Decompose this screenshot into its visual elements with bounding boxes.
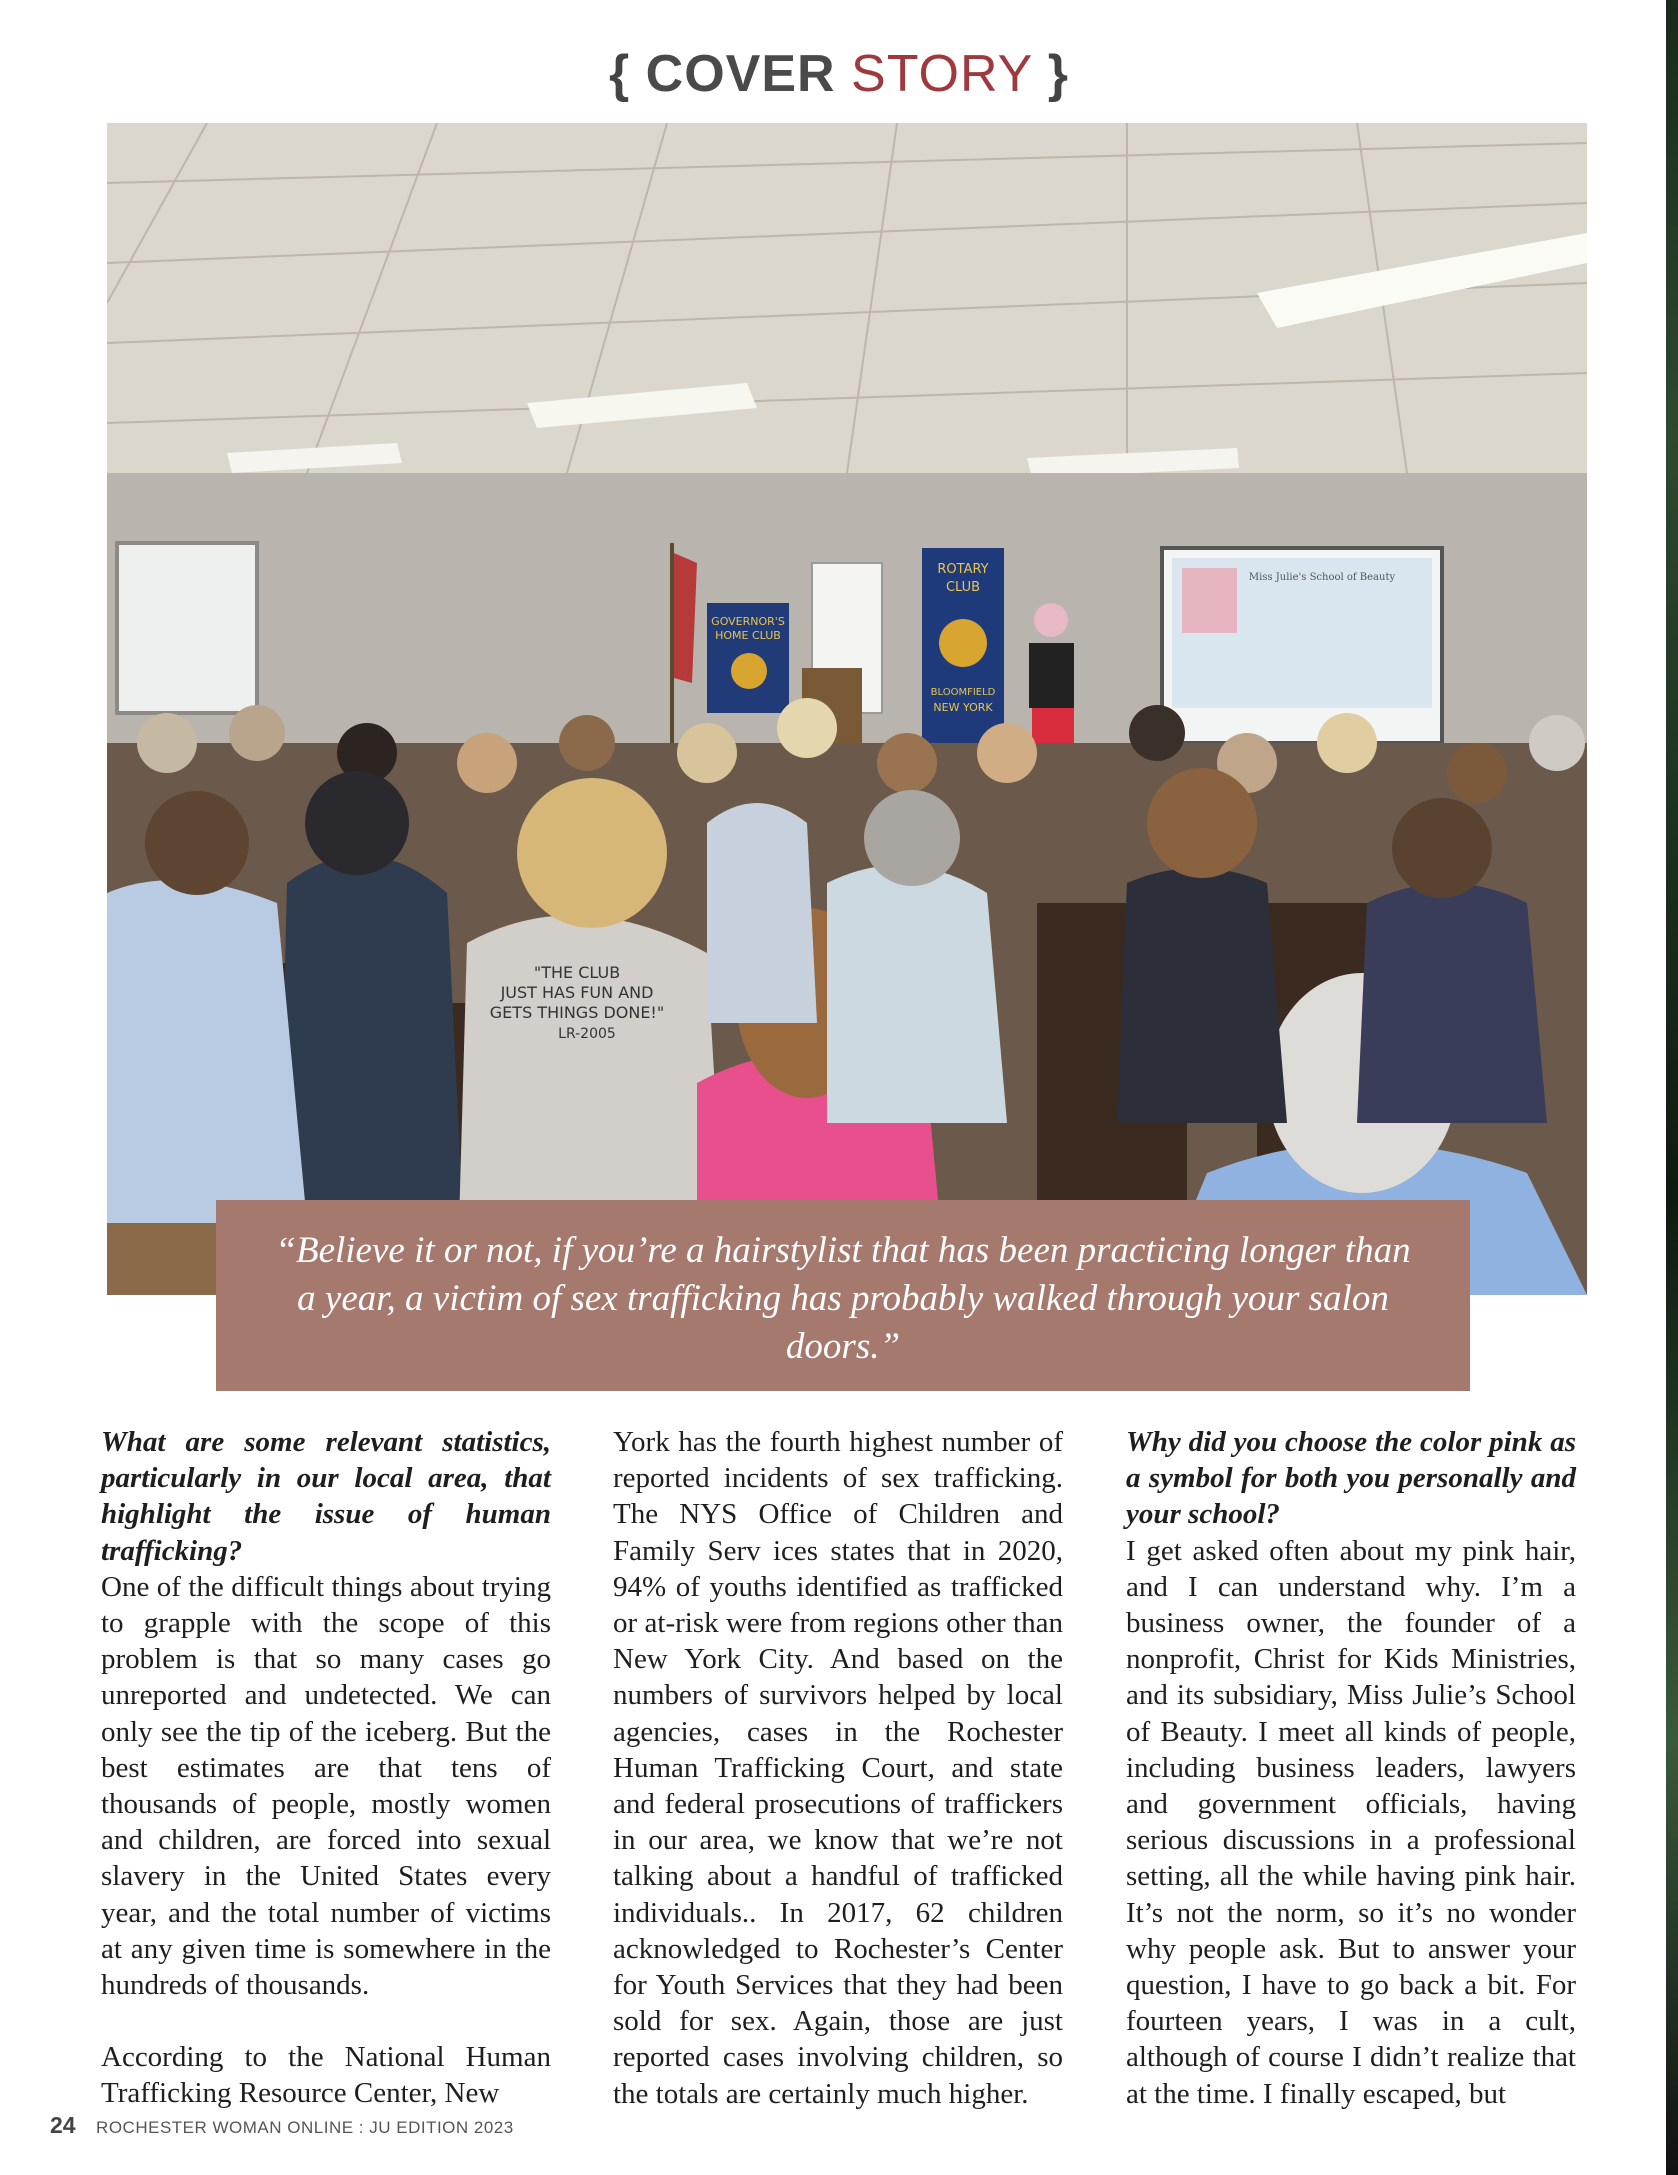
- banner-governors-line2: HOME CLUB: [715, 629, 781, 642]
- close-brace: }: [1047, 45, 1070, 103]
- shirt-line4: LR-2005: [558, 1026, 616, 1042]
- event-photo-illustration: [107, 123, 1587, 1295]
- banner-rotary-line3: BLOOMFIELD: [930, 687, 996, 698]
- page-edge-strip: [1666, 0, 1678, 2175]
- shirt-line1: "THE CLUB: [533, 963, 621, 982]
- answer-paragraph: I get asked often about my pink hair, and I can understand why. I’m a business owner, the founder of a nonprofit, Christ for Kids Ministries, and its subsidiary, Miss Julie’s School of Beauty. I meet all kinds of people, including business leaders, lawyers and government officials, having serious discussions in a professional setting, all the while having pink hair. It’s not the norm, so it’s no wonder why people ask. But to answer your question, I have to go back a bit. For fourteen years, I was in a cult, although of course I didn’t realize that at the time. I finally escaped, but: [1126, 1534, 1576, 2110]
- page-footer: [50, 2112, 514, 2139]
- banner-rotary-line4: NEW YORK: [933, 701, 993, 714]
- question-statistics: What are some relevant statistics, particularly in our local area, that highlight the issue of human trafficking?: [101, 1426, 551, 1567]
- window: [117, 543, 257, 713]
- open-brace: {: [608, 45, 631, 103]
- screen-title: Miss Julie's School of Beauty: [1248, 572, 1396, 583]
- pull-quote-text: “Believe it or not, if you’re a hairstylist that has been practicing longer than a year, a victim of sex trafficking has probably walked through your salon doors.”: [275, 1230, 1411, 1367]
- page-number: 24: [50, 2112, 76, 2138]
- shirt-line2: JUST HAS FUN AND: [500, 983, 654, 1002]
- answer-paragraph: One of the difficult things about trying to grapple with the scope of this problem is that so many cases go unreported and undetected. We can only see the tip of the iceberg. But the best estimates are that tens of thousands of people, mostly women and children, are forced into sexual slavery in the United States every year, and the total number of victims at any given time is somewhere in the hundreds of thousands.: [101, 1570, 551, 2002]
- banner-governors-line1: GOVERNOR'S: [711, 615, 785, 628]
- edition-label: ROCHESTER WOMAN ONLINE : JU EDITION 2023: [96, 2118, 514, 2137]
- pull-quote: [216, 1200, 1470, 1391]
- article-column-2: [613, 1424, 1063, 2112]
- article-column-3: [1126, 1424, 1576, 2112]
- question-pink: Why did you choose the color pink as a symbol for both you personally and your school?: [1126, 1426, 1576, 1531]
- section-header: [0, 44, 1678, 104]
- header-word-story: STORY: [851, 45, 1033, 103]
- answer-paragraph: York has the fourth highest number of reported incidents of sex trafficking. The NYS Office of Children and Family Serv ices states that in 2020, 94% of youths identified as trafficked or at-risk were from regions other than New York City. And based on the numbers of survivors helped by local agencies, cases in the Rochester Human Trafficking Court, and state and federal prosecutions of traffickers in our area, we know that we’re not talking about a handful of trafficked individuals.. In 2017, 62 children acknowledged to Rochester’s Center for Youth Services that they had been sold for sex. Again, those are just reported cases involving children, so the totals are certainly much higher.: [613, 1426, 1063, 2110]
- answer-paragraph: According to the National Human Trafficking Resource Center, New: [101, 2041, 551, 2110]
- article-column-1: [101, 1424, 551, 2112]
- shirt-line3: GETS THINGS DONE!": [489, 1003, 665, 1022]
- header-word-cover: COVER: [645, 45, 836, 103]
- event-photo: [107, 123, 1587, 1295]
- banner-rotary-line1: ROTARY: [937, 562, 989, 577]
- banner-rotary-line2: CLUB: [945, 580, 981, 595]
